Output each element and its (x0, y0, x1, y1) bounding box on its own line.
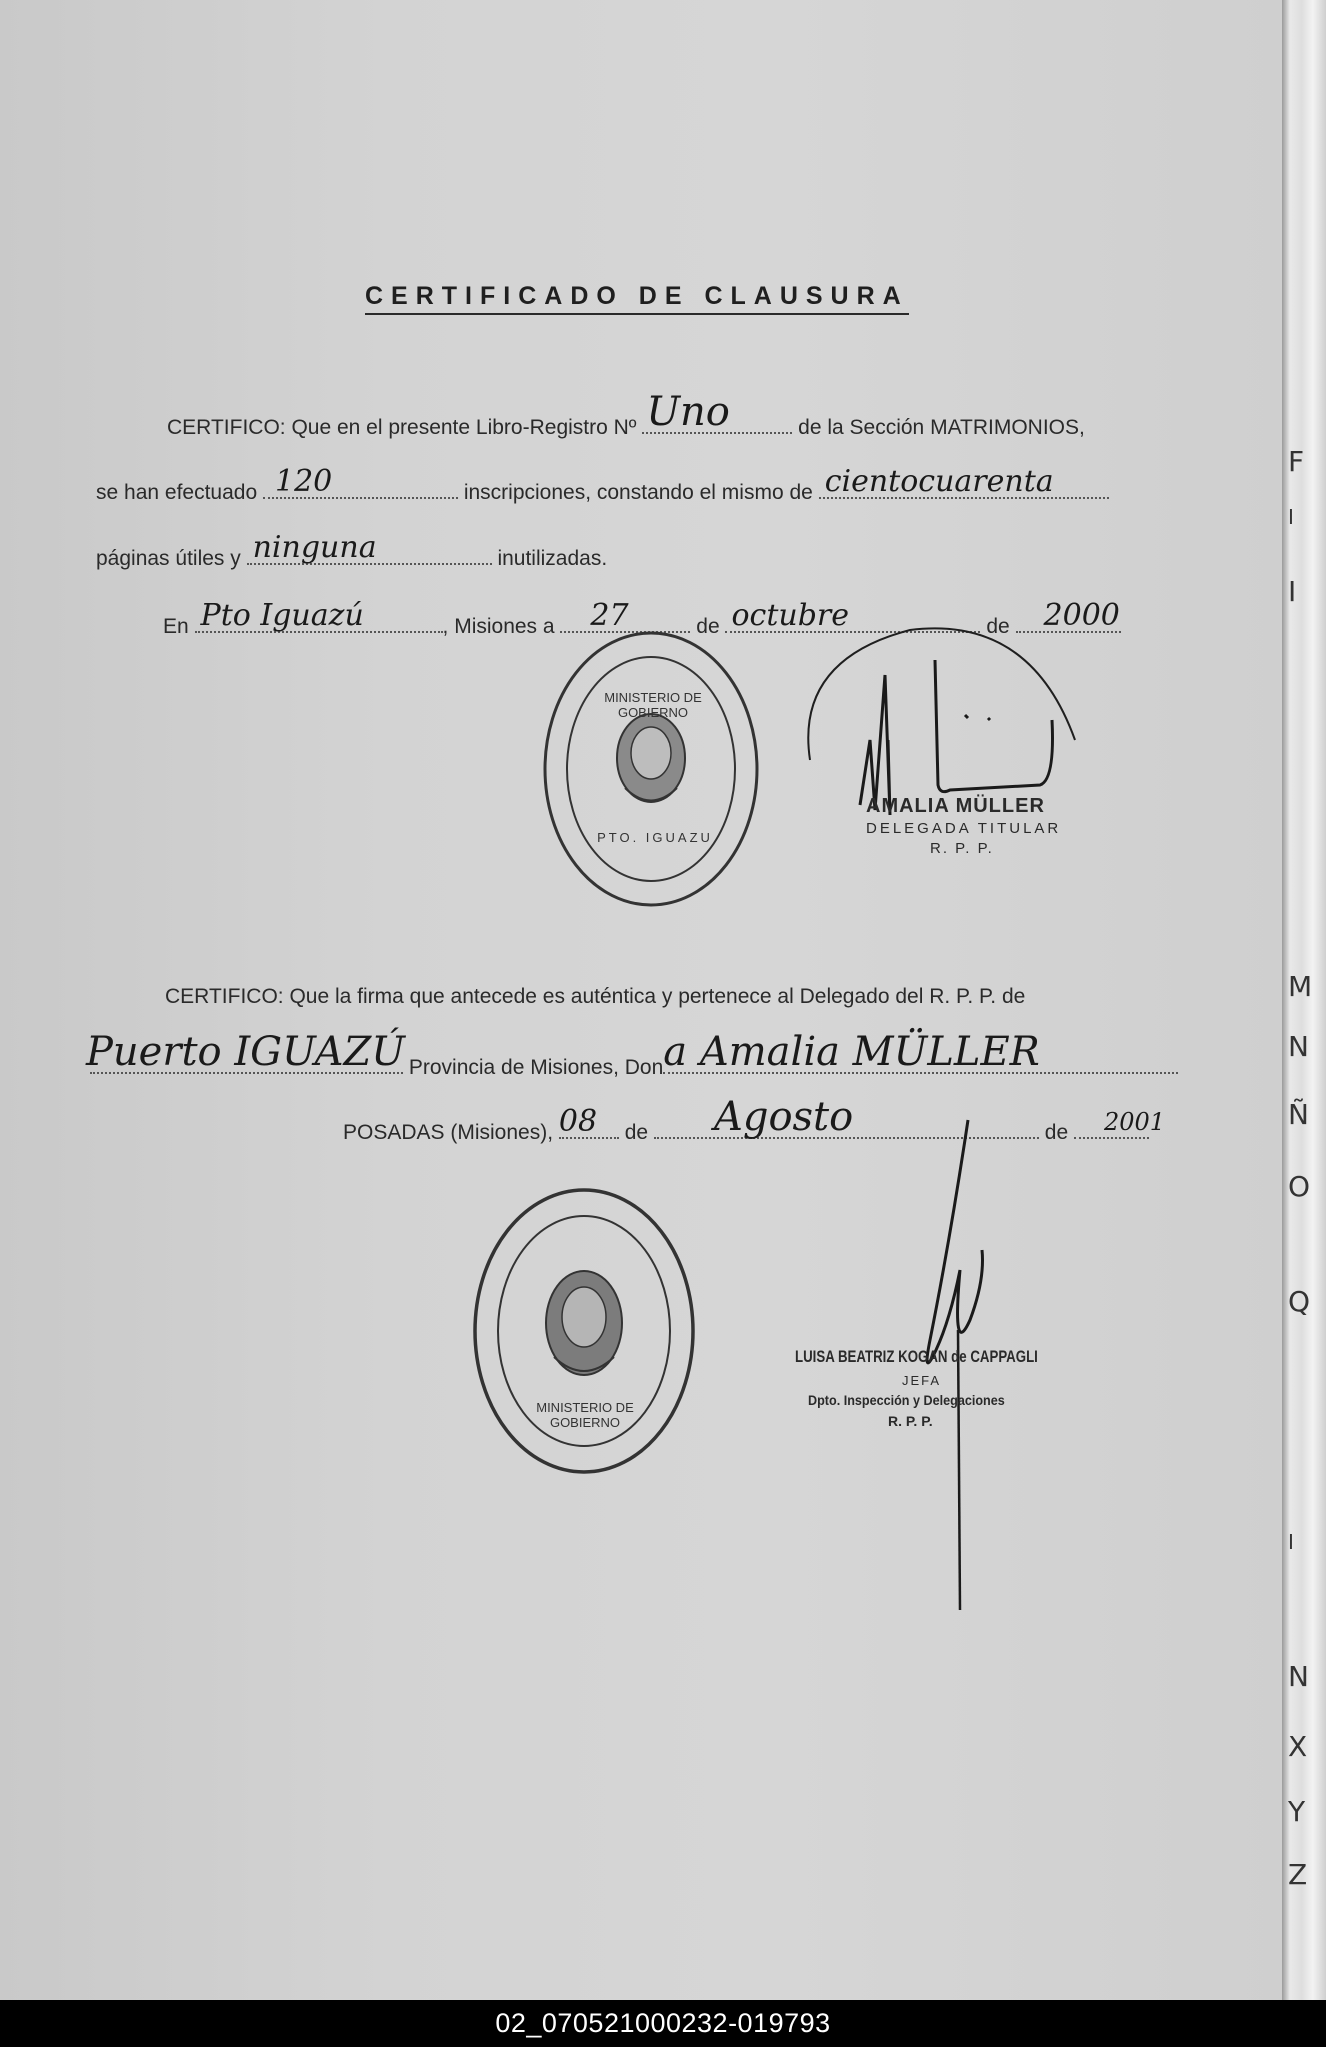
cert1-text: de (696, 615, 720, 638)
month-value: octubre (731, 598, 850, 633)
cert2-place-field (86, 1029, 405, 1075)
cert2-line2 (86, 1029, 1178, 1080)
cert2-line3 (343, 1094, 1166, 1145)
cert2-text: de (624, 1121, 649, 1144)
day-value: 27 (590, 598, 629, 633)
inscripciones-field (263, 464, 458, 499)
signature2-org: R. P. P. (888, 1413, 933, 1429)
cert1-text: , Misiones a (442, 615, 555, 638)
edge-letter: Z (1288, 1858, 1308, 1891)
signature2-role: JEFA (902, 1373, 942, 1388)
cert2-month-value: Agosto (713, 1094, 854, 1140)
signature2-name: LUISA BEATRIZ KOGAN de CAPPAGLI (795, 1347, 1038, 1366)
cert1-text: inscripciones, constando el mismo de (463, 481, 813, 504)
cert1-text: de la Sección MATRIMONIOS, (798, 416, 1085, 439)
stamp1-bottom-text: PTO. IGUAZU (597, 830, 713, 845)
cert2-place-value: Puerto IGUAZÚ (86, 1029, 405, 1075)
cert2-day-value: 08 (558, 1104, 598, 1139)
cert2-year-value: 2001 (1104, 1108, 1166, 1136)
edge-letter: Ñ (1288, 1098, 1309, 1131)
inscripciones-value: 120 (274, 464, 333, 499)
cert2-year-field (1074, 1108, 1166, 1139)
edge-letter: Q (1288, 1285, 1311, 1318)
cert1-line1 (167, 389, 1085, 440)
place-value: Pto Iguazú (200, 598, 364, 633)
edge-letter: X (1288, 1730, 1308, 1763)
edge-letter: I (1288, 575, 1297, 608)
cert2-name-field (663, 1029, 1178, 1075)
cert1-text: páginas útiles y (96, 547, 241, 570)
edge-letter: Y (1288, 1795, 1306, 1828)
place-field (195, 598, 443, 633)
signature1-role: DELEGADA TITULAR (866, 820, 1062, 837)
cert2-text: POSADAS (Misiones), (343, 1121, 554, 1144)
cert1-line3 (96, 530, 608, 571)
cert2-text: de (1044, 1121, 1069, 1144)
stamp-posadas (470, 1185, 698, 1477)
edge-letter: I (1288, 1530, 1294, 1554)
inutilizadas-value: ninguna (252, 530, 377, 565)
edge-letter: F (1288, 445, 1305, 478)
cert1-text: En (163, 615, 189, 638)
edge-letter: N (1288, 1030, 1309, 1063)
signature1-org: R. P. P. (930, 840, 994, 857)
edge-letter: N (1288, 1660, 1309, 1693)
cert2-day-field (558, 1104, 619, 1139)
signature1-name: AMALIA MÜLLER (866, 795, 1045, 817)
document-title: CERTIFICADO DE CLAUSURA (365, 282, 909, 315)
cert1-text: inutilizadas. (497, 547, 608, 570)
cert1-text: CERTIFICO: Que en el presente Libro-Registro Nº (167, 416, 637, 439)
inutilizadas-field (247, 530, 492, 565)
paginas-field (819, 464, 1109, 499)
cert2-line1: CERTIFICO: Que la firma que antecede es auténtica y pertenece al Delegado del R. P. P. de (165, 985, 1026, 1008)
edge-letter: O (1288, 1170, 1311, 1203)
footer-document-code: 02_070521000232-019793 (0, 2000, 1326, 2047)
cert1-text: de (986, 615, 1010, 638)
edge-letter: I (1288, 505, 1294, 529)
signature2-dept: Dpto. Inspección y Delegaciones (808, 1392, 1005, 1408)
stamp2-inner-text: MINISTERIO DE GOBIERNO (536, 1400, 634, 1430)
libro-numero-value: Uno (646, 389, 730, 435)
cert2-name-value: a Amalia MÜLLER (663, 1029, 1040, 1075)
stamp1-inner-text: MINISTERIO DE GOBIERNO (604, 690, 702, 720)
paginas-value: cientocuarenta (824, 464, 1054, 499)
cert1-text: se han efectuado (96, 481, 258, 504)
cert1-line2 (96, 464, 1109, 505)
cert2-text: Provincia de Misiones, Don (408, 1056, 664, 1079)
year-value: 2000 (1043, 598, 1120, 633)
edge-letter: M (1288, 970, 1313, 1003)
libro-numero-field (642, 389, 792, 435)
